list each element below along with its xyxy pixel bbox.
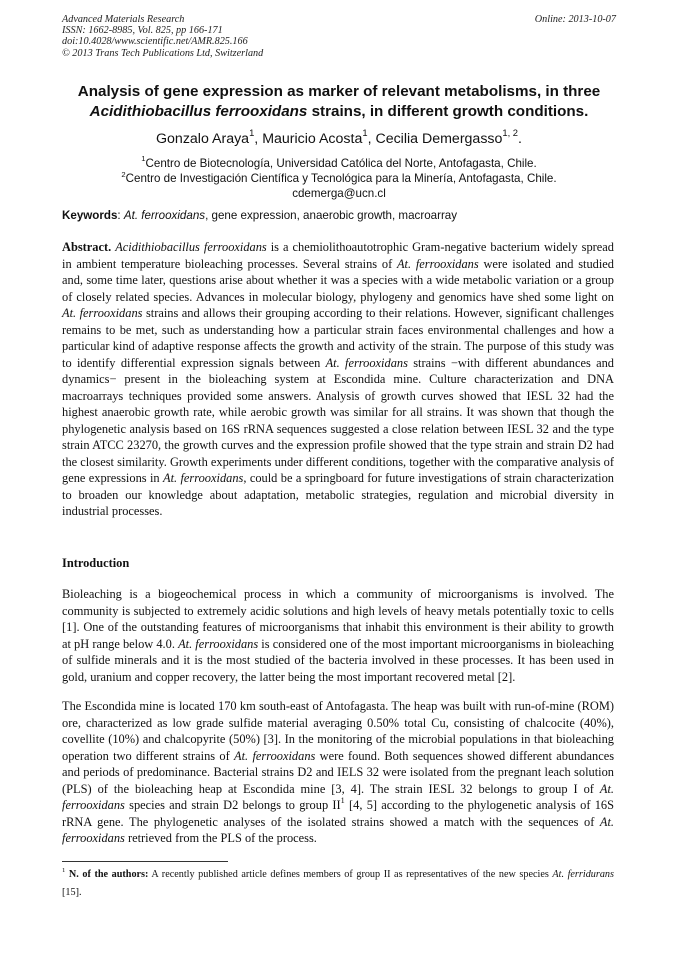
author-2: Mauricio Acosta [262,131,363,147]
keywords-rest: , gene expression, anaerobic growth, macroarray [205,209,458,222]
author-1-affiliation: 1 [249,128,255,139]
online-date: Online: 2013-10-07 [534,14,616,25]
affiliation-1: $^1$Centro de Biotecnología, Universidad Católica del Norte, Antofagasta, Chile. [141,154,537,170]
abstract-label: Abstract. [62,240,112,254]
footnote-reference: 1 [340,796,345,806]
keywords: Keywords: At. ferrooxidans, gene expression, anaerobic growth, macroarray [62,209,458,222]
title-line-1: Analysis of gene expression as marker of relevant metabolisms, in three [77,83,601,100]
contact-email: cdemerga@ucn.cl [292,187,386,201]
author-2-affiliation: 1 [362,128,368,139]
footnote: $^1$ N. of the authors: A recently published article defines members of group II as representatives of the new species At. ferridurans [15]. [62,866,614,898]
issn-line: ISSN: 1662-8985, Vol. 825, pp 166-171 [62,25,223,37]
footnote-divider [62,861,228,862]
keyword-species: At. ferrooxidans [123,209,206,222]
doi-line: doi:10.4028/www.scientific.net/AMR.825.166 [62,36,248,48]
affiliations [58,156,620,202]
title-line-2 [58,102,620,122]
copyright-line: © 2013 Trans Tech Publications Ltd, Switzerland [62,47,264,59]
footnote-label: N. of the authors: [65,869,149,880]
paper-title [58,82,620,122]
title-line-2-rest: strains, in different growth conditions. [307,103,589,120]
section-heading-introduction: Introduction [62,556,130,570]
affiliation-2: $^2$Centro de Investigación Científica y Tecnológica para la Minería, Antofagasta, Chile. [121,169,557,186]
author-list: Gonzalo Araya$^1$, Mauricio Acosta$^1$, Cecilia Demergasso$^{1, 2}$. [156,128,522,147]
keywords-label: Keywords [62,209,118,222]
introduction-paragraph-2: The Escondida mine is located 170 km south-east of Antofagasta. The heap was built with run-of-mine (ROM) ore, characterized as low grade sulfide material averaging 0.50% total Cu, consisting of chalcocite (40%), covellite (10%) and chalcopyrite (50%) [3]. In the monitoring of the microbial populations in that bioleaching operation two different strains of At. ferrooxidans were found. Both sequences showed different abundances and periods of predominance. Bacterial strains D2 and IELS 32 were isolated from the pregnant leach solution (PLS) of the bioleaching heap at Escondida mine [3, 4]. The strain IESL 32 belongs to group I of At. ferrooxidans species and strain D2 belongs to group $II^1$ [4, 5] according to the phylogenetic analysis of 16S rRNA gene. The phylogenetic analyses of the isolated strains showed a match with the sequences of At. ferrooxidans retrieved from the PLS of the process. [62,699,615,845]
author-1: Gonzalo Araya [156,131,250,147]
journal-name: Advanced Materials Research [62,14,185,25]
footnote-number: 1 [62,866,66,874]
introduction-paragraph-1: Bioleaching is a biogeochemical process in which a community of microorganisms is involved. The community is subjected to extremely acidic solutions and high levels of heavy metals potentially toxic to cells [1]. One of the outstanding features of microorganisms that inhabit this environment is their ability to growth at pH range below 4.0. At. ferrooxidans is considered one of the most important microorganisms in bioleaching of sulfide minerals and it is the most studied of the bacteria involved in these processes. It has been used in gold, uranium and copper recovery, the latter being the most important recovered metal [2]. [62,587,615,684]
title-species: Acidithiobacillus ferrooxidans [89,103,308,120]
author-3-affiliation: 1, 2 [502,128,519,139]
abstract: Abstract. Acidithiobacillus ferrooxidans is a chemiolithoautotrophic Gram-negative bacterium widely spread in ambient temperature bioleaching processes. Several strains of At. ferrooxidans were isolated and studied and, some time later, questions arise about whether it was a species with a wide metabolic variation or a group of closely related species. Advances in molecular biology, phylogeny and genomics have shed some light on At. ferrooxidans strains and allows their grouping according to their relations. However, significant challenges remains to be met, such as understanding how a particular strain faces environmental challenges and how a particular kind of adaptive response affects the growth and activity of the strain. The purpose of this study was to identify differential expression signals between At. ferrooxidans strains −with different abundances and dynamics− present in the bioleaching system at Escondida mine. Culture characterization and DNA macroarrays techniques provided some answers. Analysis of growth curves showed that IESL 32 had the highest anaerobic growth rate, while aerobic growth was similar for all strains. It was shown that though the phylogenetic analysis based on 16S rRNA sequences suggested a close relation between IESL 32 and the type strain ATCC 23270, the growth curves and the expression profile showed that the type strain and strain D2 had the closest similarity. Growth experiments under different conditions, together with the comparative analysis of gene expressions in At. ferrooxidans, could be a springboard for future investigations of strain characterization to broaden our knowledge about adaptation, metabolic strategies, regulation and microbial diversity in industrial processes. [62,240,614,518]
author-3: Cecilia Demergasso [375,131,503,147]
running-header [62,14,263,59]
